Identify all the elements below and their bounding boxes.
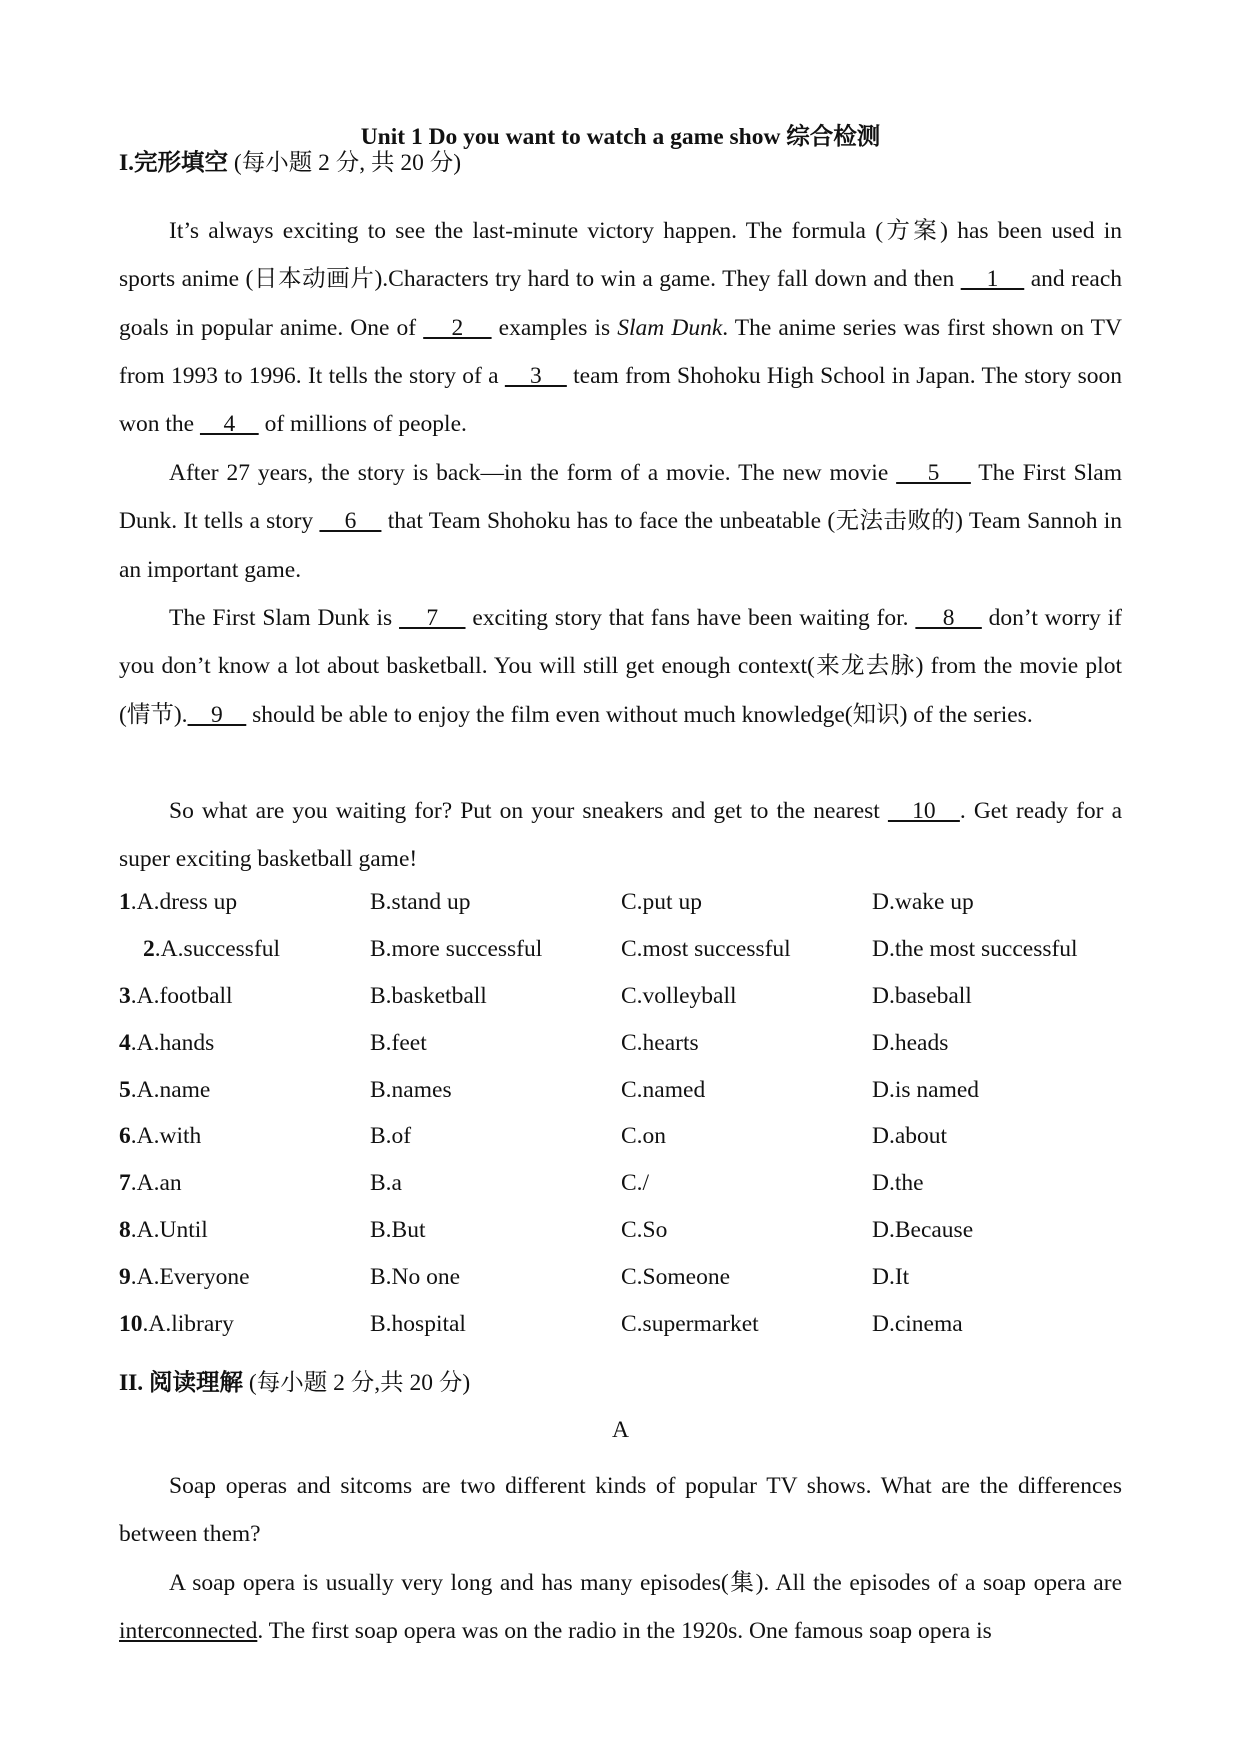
reading-paragraph-2: [119, 1559, 1122, 1656]
cloze-blank: 7: [399, 605, 466, 631]
option-d: D.wake up: [872, 889, 974, 915]
question-number: 5: [119, 1076, 131, 1103]
option-d: D.is named: [872, 1076, 980, 1103]
cloze-paragraph-1: [119, 207, 1122, 448]
option-c: C.hearts: [621, 1029, 699, 1056]
option-c: C.volleyball: [621, 982, 737, 1009]
option-b: B.But: [370, 1217, 426, 1244]
text-run: team from Shohoku High School in Japan. The story soon won the: [119, 362, 1122, 438]
cloze-blank: 1: [960, 266, 1025, 293]
cloze-paragraph-3: [119, 594, 1122, 739]
text-run: . The first soap opera was on the radio in the 1920s. One famous soap opera is: [257, 1618, 992, 1645]
option-d: D.the most successful: [872, 935, 1078, 962]
option-b: B.No one: [370, 1264, 461, 1291]
italic-title: Slam Dunk: [617, 314, 723, 341]
option-b: B.hospital: [370, 1311, 466, 1338]
option-b: B.stand up: [370, 889, 471, 915]
option-row-7: [119, 1168, 1129, 1215]
option-a: .A.name: [130, 1076, 211, 1103]
question-number: 6: [119, 1123, 131, 1150]
question-number: 7: [119, 1170, 131, 1197]
text-run: The First Slam Dunk. It tells a story: [119, 460, 1122, 535]
text-run: examples is: [491, 314, 618, 341]
option-c: C.on: [621, 1123, 667, 1150]
question-number: 3: [119, 982, 131, 1009]
question-number: 10: [119, 1311, 143, 1338]
option-row-5: [119, 1075, 1129, 1122]
option-row-4: [119, 1028, 1129, 1075]
option-a: .A.with: [130, 1123, 202, 1150]
option-row-9: [119, 1262, 1129, 1309]
option-c: C./: [621, 1170, 650, 1197]
cloze-blank: 4: [199, 411, 259, 438]
option-a: .A.football: [130, 982, 233, 1009]
option-a: .A.an: [130, 1170, 182, 1197]
page-title: Unit 1 Do you want to watch a game show 综合检测: [360, 124, 881, 150]
option-d: D.baseball: [872, 982, 972, 1009]
option-c: C.named: [621, 1076, 706, 1103]
question-number: 9: [119, 1264, 131, 1291]
option-d: D.It: [872, 1264, 910, 1291]
question-number: 1: [119, 889, 131, 915]
option-c: C.So: [621, 1217, 668, 1244]
option-c: C.put up: [621, 889, 702, 915]
section-1-heading: [119, 148, 1129, 178]
option-c: C.supermarket: [621, 1311, 759, 1338]
option-row-10: [119, 1309, 1129, 1356]
section-1-note: (每小题 2 分, 共 20 分): [228, 150, 462, 176]
text-run: . The anime series was first shown on TV from 1993 to 1996. It tells the story of a: [119, 314, 1122, 389]
option-row-6: [119, 1121, 1129, 1168]
cloze-blank: 8: [915, 605, 982, 631]
cloze-blank: 5: [896, 460, 971, 486]
text-run: After 27 years, the story is back—in the form of a movie. The new movie: [169, 460, 897, 486]
text-run: A soap opera is usually very long and has many episodes(集). All the episodes of a soap opera are: [169, 1570, 1122, 1596]
option-a: .A.hands: [130, 1029, 215, 1056]
text-run: of millions of people.: [258, 411, 467, 438]
option-d: D.the: [872, 1170, 924, 1197]
option-c: C.most successful: [621, 935, 791, 962]
option-row-8: [119, 1215, 1129, 1262]
section-1-label: I.完形填空: [119, 150, 229, 176]
question-number: 4: [119, 1029, 131, 1056]
option-row-2: [119, 934, 1129, 981]
text-run: should be able to enjoy the film even without much knowledge(知识) of the series.: [246, 701, 1033, 728]
underlined-word: interconnected: [119, 1618, 258, 1645]
section-2-label: II. 阅读理解: [119, 1370, 244, 1396]
option-a: .A.successful: [154, 935, 281, 962]
text-run: and reach goals in popular anime. One of: [119, 266, 1122, 341]
option-a: .A.library: [142, 1311, 234, 1338]
option-b: B.names: [370, 1076, 452, 1103]
cloze-blank: 6: [319, 508, 382, 535]
option-a: .A.Until: [130, 1217, 208, 1244]
option-b: B.of: [370, 1123, 412, 1150]
text-run: don’t worry if you don’t know a lot about basketball. You will still get enough context(来龙去脉) from the movie plot (情节).: [119, 605, 1123, 728]
text-run: It’s always exciting to see the last-minute victory happen. The formula (方案) has been used in sports anime (日本动画片).Characters try hard to win a game. They fall down and then: [119, 218, 1122, 293]
option-d: D.cinema: [872, 1311, 963, 1338]
reading-paragraph-1: [119, 1462, 1122, 1559]
option-d: D.Because: [872, 1217, 974, 1244]
cloze-blank: 10: [887, 798, 960, 824]
question-number: 2: [143, 935, 155, 962]
cloze-paragraph-2: [119, 449, 1122, 594]
option-a: .A.Everyone: [130, 1264, 250, 1291]
option-a: .A.dress up: [130, 889, 238, 915]
option-d: D.about: [872, 1123, 948, 1150]
passage-label: A: [612, 1417, 629, 1443]
text-run: So what are you waiting for? Put on your sneakers and get to the nearest: [169, 798, 888, 824]
text-run: . Get ready for a super exciting basketball game!: [119, 798, 1123, 873]
section-2-note: (每小题 2 分,共 20 分): [243, 1370, 471, 1396]
option-b: B.more successful: [370, 935, 543, 962]
section-2-heading: [119, 1368, 1129, 1398]
option-b: B.basketball: [370, 982, 487, 1009]
cloze-options: [119, 887, 1129, 1356]
cloze-blank: 3: [504, 362, 567, 389]
option-b: B.feet: [370, 1029, 427, 1056]
cloze-blank: 9: [187, 701, 247, 728]
option-row-1: [119, 887, 1129, 934]
option-b: B.a: [370, 1170, 402, 1197]
cloze-blank: 2: [423, 314, 492, 341]
question-number: 8: [119, 1217, 131, 1244]
text-run: that Team Shohoku has to face the unbeatable (无法击败的) Team Sannoh in an important game.: [119, 508, 1123, 583]
text-run: exciting story that fans have been waiting for.: [465, 605, 916, 631]
cloze-paragraph-4: [119, 787, 1122, 884]
option-c: C.Someone: [621, 1264, 731, 1291]
option-d: D.heads: [872, 1029, 949, 1056]
text-run: Soap operas and sitcoms are two different kinds of popular TV shows. What are the differences between them?: [119, 1473, 1122, 1548]
option-row-3: [119, 981, 1129, 1028]
text-run: The First Slam Dunk is: [169, 605, 400, 631]
